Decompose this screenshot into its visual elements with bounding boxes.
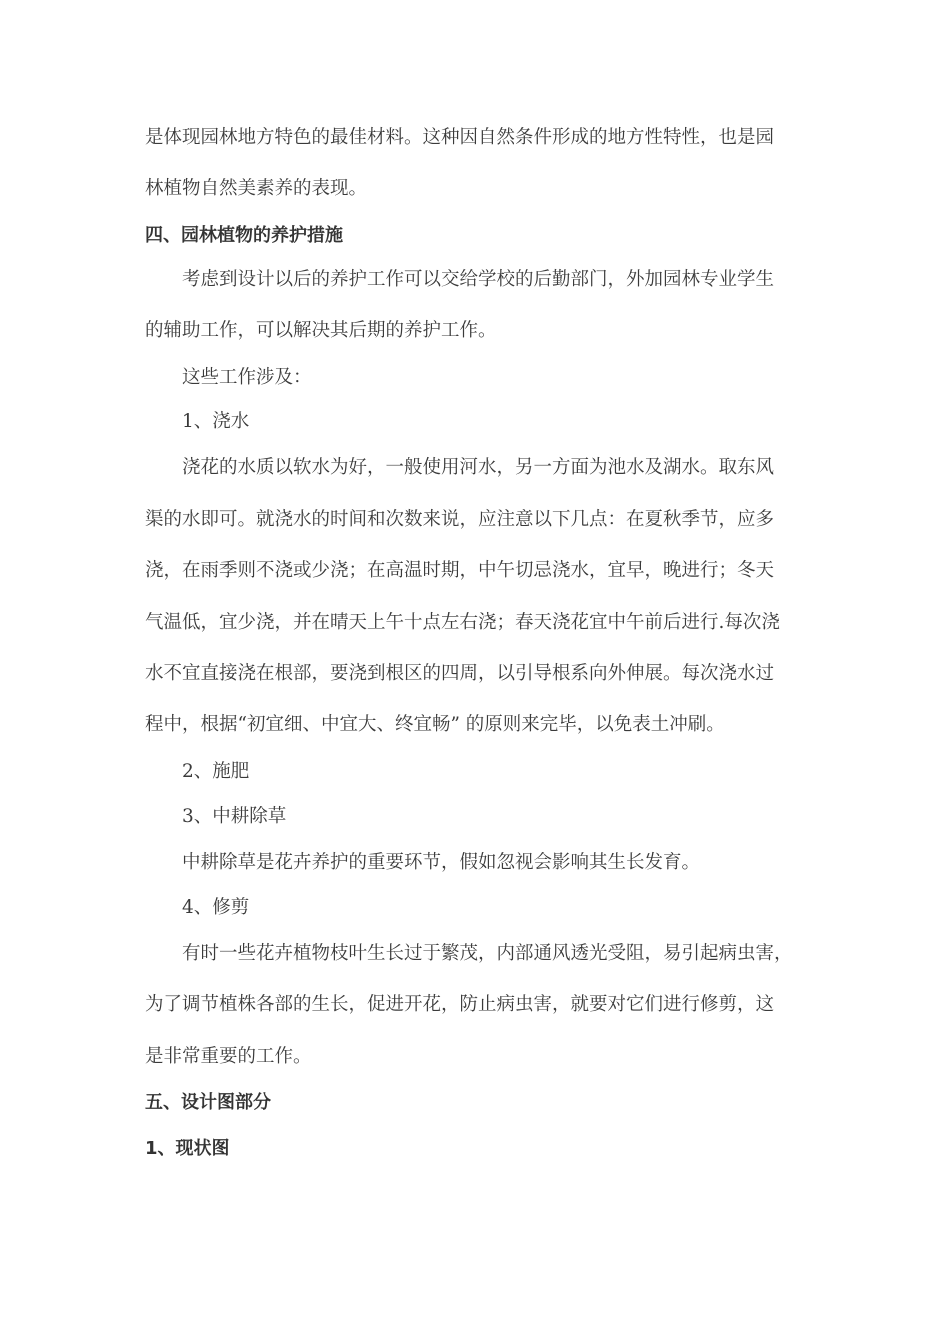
section-heading: 五、设计图部分 <box>145 1092 271 1113</box>
paragraph-line: 林植物自然美素养的表现。 <box>145 178 368 199</box>
paragraph-line: 中耕除草是花卉养护的重要环节，假如忽视会影响其生长发育。 <box>182 852 701 873</box>
list-item-heading: 2、施肥 <box>182 761 250 782</box>
paragraph-line: 考虑到设计以后的养护工作可以交给学校的后勤部门，外加园林专业学生 <box>182 269 775 290</box>
paragraph-line: 浇花的水质以软水为好，一般使用河水，另一方面为池水及湖水。取东风 <box>182 457 775 478</box>
paragraph-line: 有时一些花卉植物枝叶生长过于繁茂，内部通风透光受阻，易引起病虫害， <box>182 943 793 964</box>
paragraph-line: 水不宜直接浇在根部，要浇到根区的四周，以引导根系向外伸展。每次浇水过 <box>145 663 775 684</box>
paragraph-line: 是体现园林地方特色的最佳材料。这种因自然条件形成的地方性特性，也是园 <box>145 127 775 148</box>
paragraph-line: 这些工作涉及： <box>182 367 312 388</box>
paragraph-line: 为了调节植株各部的生长，促进开花，防止病虫害，就要对它们进行修剪，这 <box>145 994 775 1015</box>
list-item-heading: 3、中耕除草 <box>182 806 287 827</box>
paragraph-line: 浇，在雨季则不浇或少浇；在高温时期，中午切忌浇水，宜早，晚进行；冬天 <box>145 560 775 581</box>
list-item-heading: 4、修剪 <box>182 897 250 918</box>
section-heading: 四、园林植物的养护措施 <box>145 225 343 246</box>
paragraph-line: 渠的水即可。就浇水的时间和次数来说，应注意以下几点：在夏秋季节，应多 <box>145 509 775 530</box>
paragraph-line: 程中，根据“初宜细、中宜大、终宜畅” 的原则来完毕，以免表土冲刷。 <box>145 714 725 735</box>
subsection-heading: 1、现状图 <box>145 1138 230 1159</box>
paragraph-line: 是非常重要的工作。 <box>145 1046 312 1067</box>
paragraph-line: 的辅助工作，可以解决其后期的养护工作。 <box>145 320 497 341</box>
paragraph-line: 气温低，宜少浇，并在晴天上午十点左右浇；春天浇花宜中午前后进行.每次浇 <box>145 612 780 633</box>
list-item-heading: 1、浇水 <box>182 411 250 432</box>
